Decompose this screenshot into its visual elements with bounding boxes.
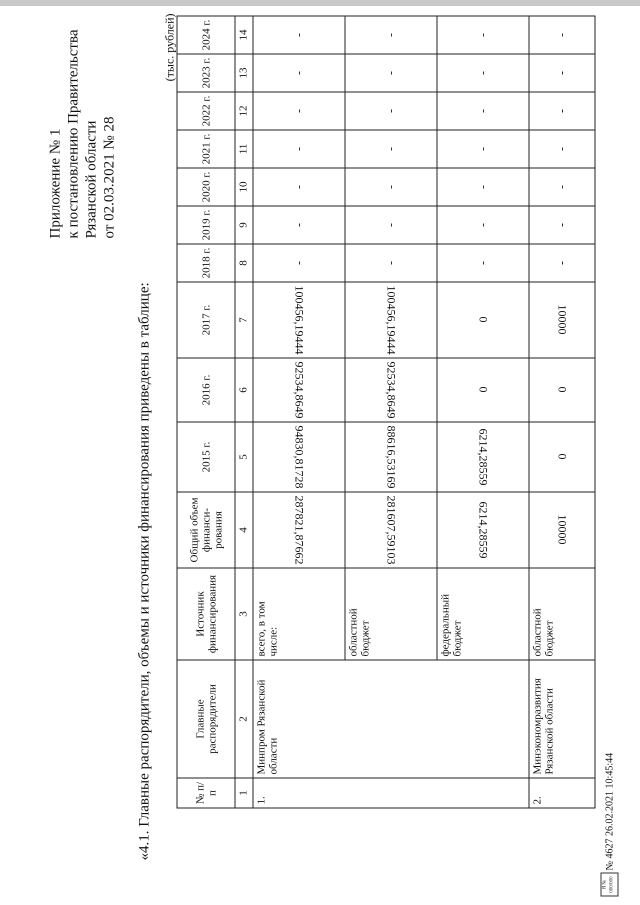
- row-organization: Минэкономразвития Рязанской области: [529, 660, 595, 778]
- appendix-line-2: к постановлению Правительства: [65, 29, 82, 239]
- header-row: [177, 16, 235, 808]
- appendix-line-1: Приложение № 1: [47, 128, 64, 239]
- section-title: «4.1. Главные распорядители, объемы и источники финансирования приведены в таблице:: [136, 282, 153, 861]
- row-source: областной бюджет: [345, 568, 437, 660]
- value-cell: -: [437, 244, 529, 282]
- index-cell: 6: [235, 358, 253, 422]
- value-cell: -: [437, 206, 529, 244]
- header-cell: 2015 г.: [177, 422, 235, 492]
- appendix-line-3: Рязанской области: [83, 120, 100, 239]
- value-text: 0: [476, 317, 491, 323]
- value-cell: [437, 492, 529, 568]
- value-cell: -: [529, 130, 595, 168]
- value-cell: -: [529, 244, 595, 282]
- index-cell: 10: [235, 168, 253, 206]
- value-cell: -: [345, 16, 437, 54]
- value-text: 0: [555, 454, 570, 460]
- document: [1, 0, 640, 905]
- value-cell: -: [345, 130, 437, 168]
- value-text: 94830,81728: [292, 425, 307, 489]
- value-cell: [253, 492, 345, 568]
- value-cell: -: [345, 92, 437, 130]
- index-cell: 13: [235, 54, 253, 92]
- row-number: 2.: [529, 778, 595, 808]
- value-cell: -: [437, 168, 529, 206]
- value-cell: -: [253, 130, 345, 168]
- value-cell: -: [253, 16, 345, 54]
- index-cell: 1: [235, 778, 253, 808]
- row-source: федеральный бюджет: [437, 568, 529, 660]
- appendix-line-4: от 02.03.2021 № 28: [101, 116, 118, 239]
- appendix-header: [47, 30, 119, 239]
- value-cell: -: [253, 206, 345, 244]
- row-number: 1.: [253, 778, 529, 808]
- value-text: 100456,19444: [384, 285, 399, 355]
- header-cell: 2017 г.: [177, 282, 235, 358]
- header-cell: 2022 г.: [177, 92, 235, 130]
- value-text: 10000: [555, 515, 570, 545]
- value-cell: [345, 358, 437, 422]
- rotated-page: [1, 0, 640, 905]
- value-cell: -: [345, 244, 437, 282]
- unit-label: (тыс. рублей): [162, 13, 177, 82]
- value-cell: -: [437, 92, 529, 130]
- header-cell: 2018 г.: [177, 244, 235, 282]
- header-cell: 2024 г.: [177, 16, 235, 54]
- index-cell: 8: [235, 244, 253, 282]
- value-cell: [253, 282, 345, 358]
- value-cell: -: [529, 92, 595, 130]
- header-cell: Общий объем финанси-рования: [177, 492, 235, 568]
- value-cell: [529, 492, 595, 568]
- header-cell: 2016 г.: [177, 358, 235, 422]
- value-cell: -: [529, 16, 595, 54]
- value-cell: [437, 422, 529, 492]
- value-cell: -: [253, 168, 345, 206]
- registration-stamp: Я № 000/000: [601, 873, 619, 897]
- value-cell: [529, 282, 595, 358]
- value-cell: [253, 358, 345, 422]
- row-organization: Минпром Рязанской области: [253, 660, 529, 778]
- value-cell: [437, 282, 529, 358]
- value-cell: [529, 358, 595, 422]
- index-cell: 5: [235, 422, 253, 492]
- value-cell: -: [437, 54, 529, 92]
- value-text: 92534,8649: [384, 361, 399, 419]
- value-text: 10000: [555, 305, 570, 335]
- document-reference: № 4627 26.02.2021 10:45:44: [604, 752, 616, 871]
- value-cell: -: [253, 92, 345, 130]
- value-text: 6214,28559: [476, 428, 491, 486]
- value-text: 0: [476, 387, 491, 393]
- value-text: 0: [555, 387, 570, 393]
- value-cell: -: [529, 54, 595, 92]
- value-cell: -: [437, 16, 529, 54]
- index-cell: 12: [235, 92, 253, 130]
- table-row: [253, 16, 345, 808]
- value-cell: -: [345, 206, 437, 244]
- value-text: 287821,87662: [292, 495, 307, 565]
- index-cell: 7: [235, 282, 253, 358]
- value-cell: [437, 358, 529, 422]
- header-cell: 2023 г.: [177, 54, 235, 92]
- value-cell: [345, 422, 437, 492]
- value-cell: [253, 422, 345, 492]
- header-cell: 2019 г.: [177, 206, 235, 244]
- index-cell: 9: [235, 206, 253, 244]
- value-cell: [345, 492, 437, 568]
- index-cell: 3: [235, 568, 253, 660]
- value-cell: -: [253, 54, 345, 92]
- row-source: всего, в том числе:: [253, 568, 345, 660]
- index-cell: 11: [235, 130, 253, 168]
- header-cell: Главные распорядители: [177, 660, 235, 778]
- header-cell: Источник финансирования: [177, 568, 235, 660]
- header-cell: 2021 г.: [177, 130, 235, 168]
- value-cell: -: [529, 168, 595, 206]
- index-row: [235, 16, 253, 808]
- table-row: [529, 16, 595, 808]
- value-text: 281607,59103: [384, 495, 399, 565]
- index-cell: 2: [235, 660, 253, 778]
- value-text: 92534,8649: [292, 361, 307, 419]
- index-cell: 14: [235, 16, 253, 54]
- value-cell: [529, 422, 595, 492]
- value-text: 6214,28559: [476, 501, 491, 559]
- header-cell: № п/п: [177, 778, 235, 808]
- value-text: 88616,53169: [384, 425, 399, 489]
- value-cell: -: [437, 130, 529, 168]
- value-cell: [345, 282, 437, 358]
- value-cell: -: [253, 244, 345, 282]
- value-cell: -: [529, 206, 595, 244]
- value-cell: -: [345, 168, 437, 206]
- financing-table: [177, 16, 596, 809]
- value-text: 100456,19444: [292, 285, 307, 355]
- index-cell: 4: [235, 492, 253, 568]
- value-cell: -: [345, 54, 437, 92]
- header-cell: 2020 г.: [177, 168, 235, 206]
- row-source: областной бюджет: [529, 568, 595, 660]
